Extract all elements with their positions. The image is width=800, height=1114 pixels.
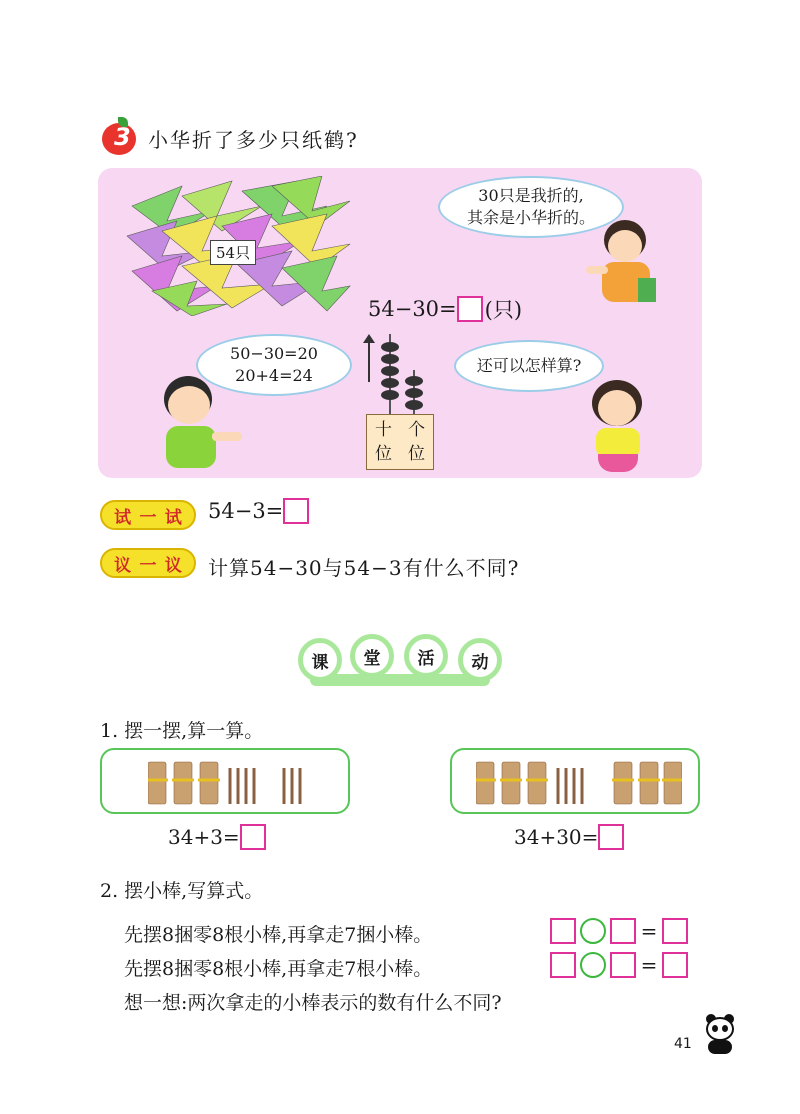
boy-character (154, 376, 244, 472)
abacus-bead (405, 388, 423, 398)
ones-label: 个 (408, 420, 425, 440)
activity-title-char: 动 (458, 638, 502, 682)
task2-line2: 先摆8捆零8根小棒,再拿走7根小棒。 (124, 958, 433, 980)
abacus-base: 十 位 个 位 (366, 414, 434, 470)
task2-row1-box-b[interactable] (610, 918, 636, 944)
abacus-bead (381, 390, 399, 400)
speech-bubble-girl-top: 30只是我折的, 其余是小华折的。 (438, 176, 624, 238)
question-header (100, 118, 359, 158)
abacus (366, 334, 436, 472)
answer-box[interactable] (457, 296, 483, 322)
abacus-bead (405, 376, 423, 386)
activity-title-char: 堂 (350, 634, 394, 678)
girl-character-top (594, 220, 656, 310)
example-panel (98, 168, 702, 478)
sticks-box-right (450, 748, 700, 814)
task2-row2-box-a[interactable] (550, 952, 576, 978)
task2-row2-result[interactable] (662, 952, 688, 978)
main-equation: 54−30= (只) (368, 297, 523, 322)
try-tag: 试 一 试 (100, 500, 196, 530)
sticks-right-illustration (476, 760, 682, 806)
discuss-tag: 议 一 议 (100, 548, 196, 578)
apple-number-icon: 3 (100, 119, 140, 157)
page-number: 41 (674, 1036, 692, 1052)
task2-row1-result[interactable] (662, 918, 688, 944)
speech-bubble-girl-right: 还可以怎样算? (454, 340, 604, 392)
task1-left-equation: 34+3= (168, 824, 266, 850)
task2-think: 想一想:两次拿走的小棒表示的数有什么不同? (124, 992, 502, 1014)
task2-line1: 先摆8捆零8根小棒,再拿走7捆小棒。 (124, 924, 433, 946)
activity-title-char: 课 (298, 638, 342, 682)
try-equation: 54−3= (208, 498, 309, 524)
task2-answer-row1: = (550, 918, 688, 944)
task1-right-equation: 34+30= (514, 824, 624, 850)
abacus-bead (381, 354, 399, 364)
task1-left-answer-box[interactable] (240, 824, 266, 850)
girl-character-right (586, 380, 652, 474)
task1-right-answer-box[interactable] (598, 824, 624, 850)
abacus-bead (381, 378, 399, 388)
tens-label: 十 (375, 420, 392, 440)
activity-banner (298, 634, 502, 694)
activity-title-char: 活 (404, 634, 448, 678)
task2-row2-operator[interactable] (580, 952, 606, 978)
abacus-bead (405, 400, 423, 410)
task2-row1-operator[interactable] (580, 918, 606, 944)
abacus-bead (381, 342, 399, 352)
panda-icon (702, 1014, 738, 1054)
sticks-box-left (100, 748, 350, 814)
question-text: 小华折了多少只纸鹤? (148, 127, 359, 152)
speech-bubble-boy: 50−30=20 20+4=24 (196, 334, 352, 396)
arrow-up-icon (368, 338, 370, 382)
abacus-bead (381, 366, 399, 376)
task2-row2-box-b[interactable] (610, 952, 636, 978)
sticks-left-illustration (148, 760, 308, 806)
try-answer-box[interactable] (283, 498, 309, 524)
task2-answer-row2: = (550, 952, 688, 978)
task2-title: 2. 摆小棒,写算式。 (100, 880, 264, 902)
crane-count-label: 54只 (210, 240, 256, 265)
task2-row1-box-a[interactable] (550, 918, 576, 944)
discuss-text: 计算54−30与54−3有什么不同? (208, 556, 520, 580)
task1-title: 1. 摆一摆,算一算。 (100, 720, 264, 742)
